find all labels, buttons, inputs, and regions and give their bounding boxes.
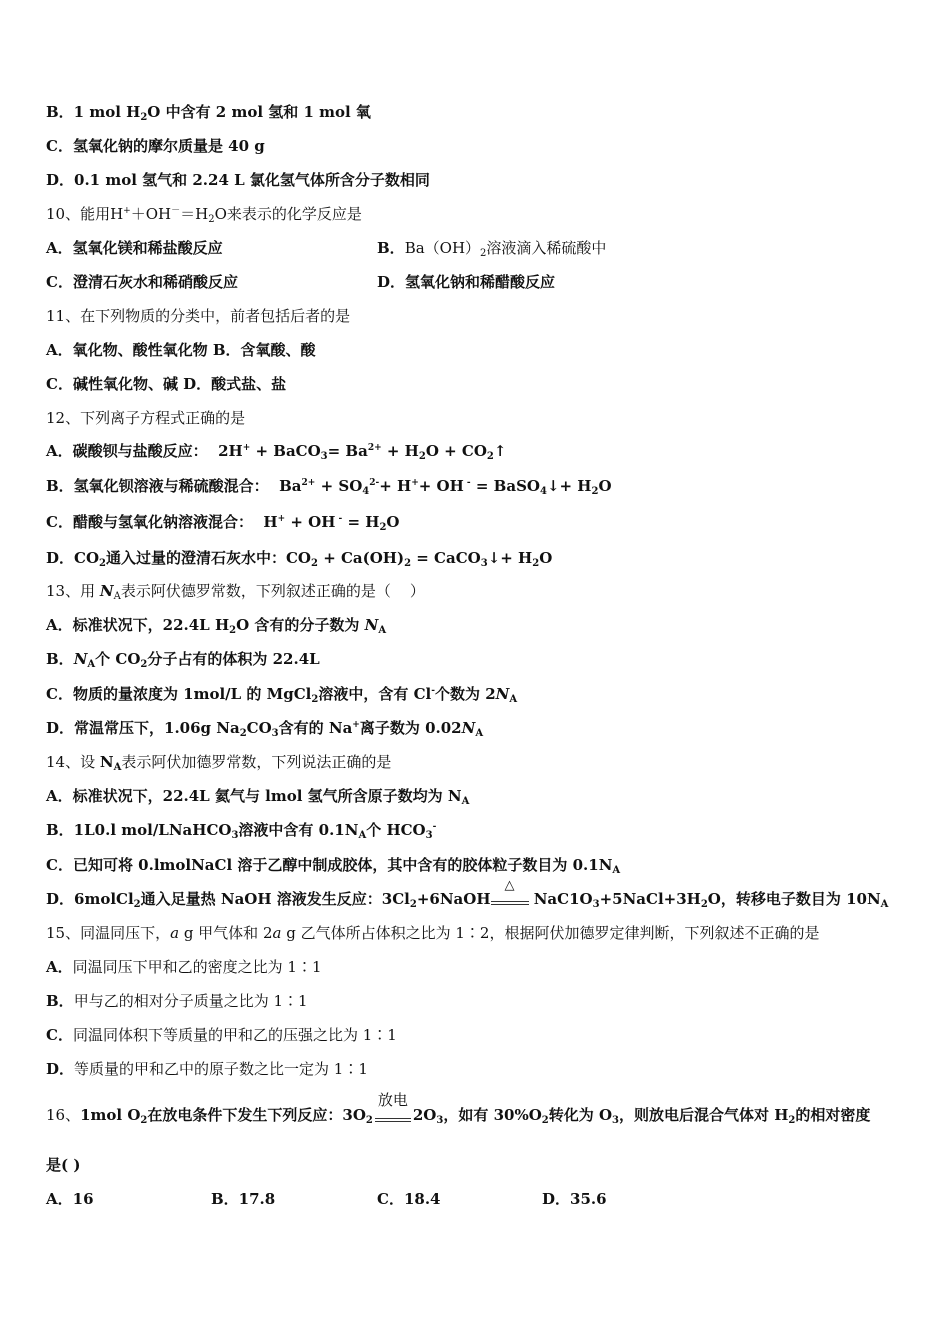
- q15-option-c: C．同温同体积下等质量的甲和乙的压强之比为 1∶1: [46, 1026, 397, 1044]
- q11-options-cd: C．碱性氧化物、碱 D．酸式盐、盐: [46, 375, 287, 393]
- q16-option-c: C．18.4: [377, 1190, 441, 1208]
- discharge-label: 放电: [377, 1091, 408, 1109]
- q11-stem: 11、在下列物质的分类中，前者包括后者的是: [46, 307, 351, 325]
- q10-option-b: B．$Ba(OH)_2$溶液滴入稀硫酸中: [377, 239, 607, 259]
- q12-option-b: B．氢氧化钡溶液与稀硫酸混合： $Ba^{2+} + SO_4^{2-}+ H^++$ OH - = BaSO$_4$↓+ $H_2O$: [46, 477, 612, 497]
- q12-option-a: A．碳酸钡与盐酸反应： 2H+ + BaCO$_3$= $Ba^{2+} + H_2O$ + $CO_2↑$: [46, 442, 507, 462]
- q9-option-c: C．氢氧化钠的摩尔质量是 40 g: [46, 137, 265, 155]
- q10-options-row1: [46, 238, 906, 258]
- q14-stem: 14、设 $N_A$表示阿伏加德罗常数，下列说法正确的是: [46, 753, 392, 773]
- q11-options-ab: A．氧化物、酸性氧化物 B．含氧酸、酸: [46, 341, 316, 359]
- q10-option-c: C．澄清石灰水和稀硝酸反应: [46, 273, 238, 291]
- heat-triangle-icon: △: [504, 878, 515, 893]
- q9-option-b: B．1 mol $H_2O$ 中含有 2 mol 氢和 1 mol 氧: [46, 103, 371, 123]
- q13-option-d: D．常温常压下，1.06g $Na_2CO_3$含有的 Na+离子数为 $0.02N_A$: [46, 719, 484, 739]
- q13-option-c: C．物质的量浓度为 1mol/L 的 MgCl$_2$溶液中，含有 Cl-个数为 $2N_A$: [46, 685, 518, 705]
- q16-options: [46, 1189, 906, 1209]
- heat-condition-arrow: [491, 878, 529, 910]
- q16-stem-continued: 是( ): [46, 1156, 81, 1174]
- q15-stem: 15、同温同压下，a g 甲气体和 2a g 乙气体所占体积之比为 1∶2，根据阿伏加德罗定律判断，下列叙述不正确的是: [46, 924, 820, 942]
- q10-stem: 10、能用$H^++OH^-=H_2O$来表示的化学反应是: [46, 205, 362, 225]
- q10-options-row2: [46, 272, 906, 292]
- q16-option-a: A．16: [46, 1190, 94, 1208]
- q14-option-a: A．标准状况下，22.4L 氦气与 lmol 氢气所含原子数均为 $N_A$: [46, 787, 470, 807]
- discharge-condition-arrow: [373, 1091, 413, 1126]
- q16-stem: 16、1mol $O_2$在放电条件下发生下列反应：$3O_2$ 放电 $2O_3$，如有 $30\%O_2$转化为 $O_3$，则放电后混合气体对 $H_2$的相对密度: [46, 1091, 871, 1126]
- q9-option-d: D．0.1 mol 氢气和 2.24 L 氯化氢气体所含分子数相同: [46, 171, 430, 189]
- q14-option-b: B．1L0.l mol/LNaHCO$_3$溶液中含有 $0.1N_A$个 $HCO_3^-$: [46, 821, 437, 841]
- q13-option-a: A．标准状况下，22.4L $H_2O$ 含有的分子数为 $N_A$: [46, 616, 387, 636]
- q14-option-c: C．已知可将 0.lmolNaCl 溶于乙醇中制成胶体，其中含有的胶体粒子数目为 $0.1N_A$: [46, 856, 621, 876]
- q10-option-a: A．氢氧化镁和稀盐酸反应: [46, 239, 223, 257]
- q15-option-a: A．同温同压下甲和乙的密度之比为 1∶1: [46, 958, 322, 976]
- q12-option-d: D．$CO_2$通入过量的澄清石灰水中：$CO_2 + Ca(OH)_2$ = CaCO$_3$↓+ $H_2O$: [46, 549, 553, 569]
- q14-option-d: D．6molCl$_2$通入足量热 NaOH 溶液发生反应：$3Cl_2+6NaOH$ △ $NaC1O_3+5NaCl+3H_2O$，转移电子数目为 $10N_A$: [46, 878, 889, 910]
- q16-option-b: B．17.8: [211, 1190, 276, 1208]
- q12-option-c: C．醋酸与氢氧化钠溶液混合： H+ + OH $^- = H_2O$: [46, 513, 400, 533]
- q15-option-b: B．甲与乙的相对分子质量之比为 1∶1: [46, 992, 308, 1010]
- q12-stem: 12、下列离子方程式正确的是: [46, 409, 246, 427]
- q13-stem: 13、用 $N_A$表示阿伏德罗常数，下列叙述正确的是（ ）: [46, 582, 425, 602]
- q16-option-d: D．35.6: [542, 1190, 607, 1208]
- q15-option-d: D．等质量的甲和乙中的原子数之比一定为 1∶1: [46, 1060, 368, 1078]
- q10-option-d: D．氢氧化钠和稀醋酸反应: [377, 273, 556, 291]
- q13-option-b: B．$N_A$个 $CO_2$分子占有的体积为 22.4L: [46, 650, 320, 670]
